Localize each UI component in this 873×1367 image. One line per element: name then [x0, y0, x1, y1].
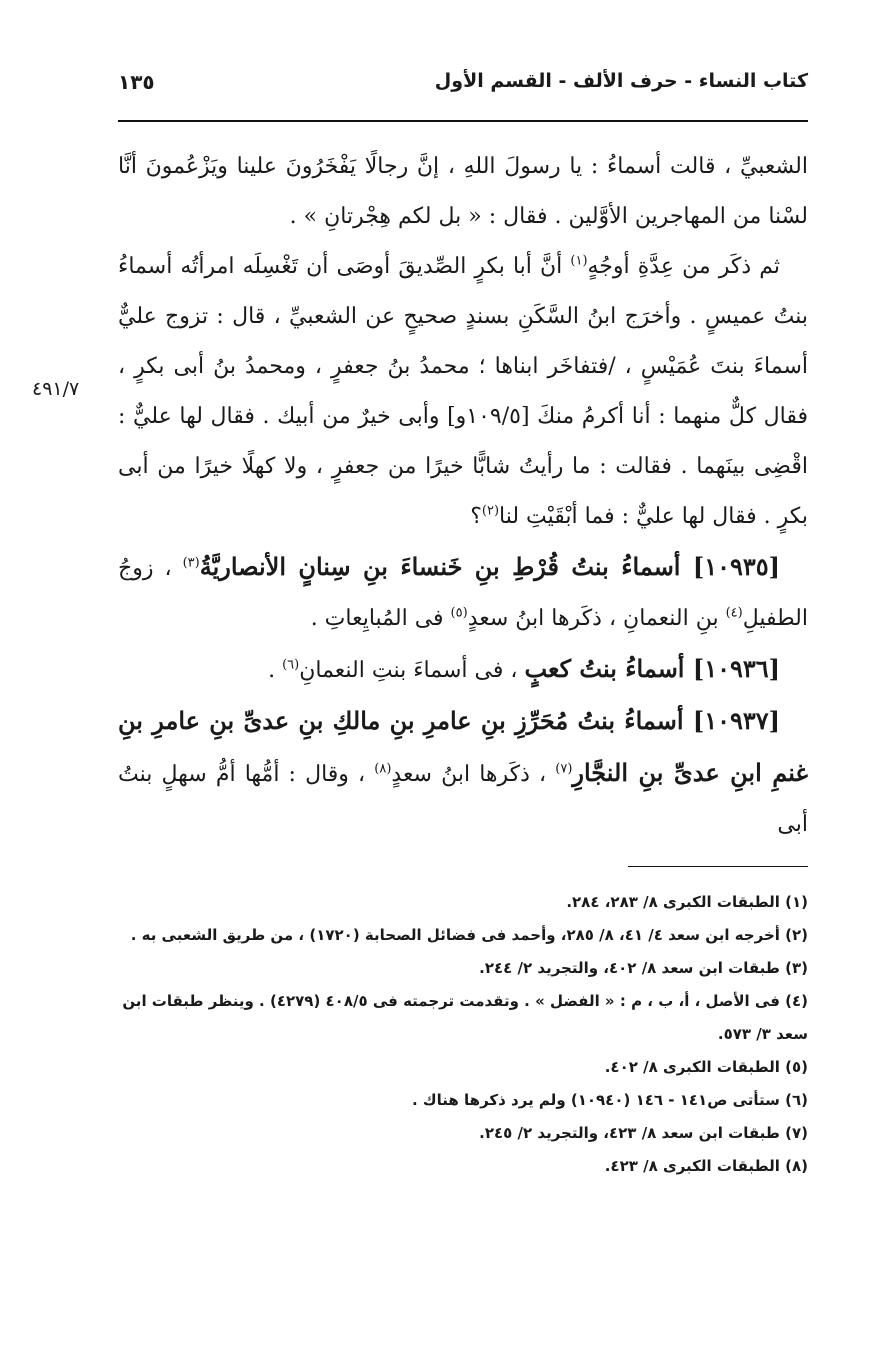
entry-text: فى المُبايِعاتِ . — [310, 606, 451, 631]
entry-text: ، زوجُ الطفيلِ — [118, 556, 808, 631]
margin-manuscript-ref: ٤٩١/٧ — [32, 378, 80, 400]
footnotes — [118, 886, 808, 1183]
biography-entry — [118, 696, 808, 850]
footnote: (٢) أخرجه ابن سعد ٤/ ٤١، ٨/ ٢٨٥، وأحمد فى فضائل الصحابة (١٧٢٠) ، من طريق الشعبى به . — [130, 926, 808, 944]
entry-text: ، فى أسماءَ بنتِ النعمانِ — [299, 658, 525, 683]
footnote: (٣) طبقات ابن سعد ٨/ ٤٠٢، والتجريد ٢/ ٢٤٤. — [479, 959, 808, 977]
entry-heading: [١٠٩٣٦] أسماءُ بنتُ كعبٍ — [524, 654, 780, 683]
header-rule — [118, 120, 808, 122]
footnote: (٨) الطبقات الكبرى ٨/ ٤٢٣. — [604, 1157, 808, 1175]
paragraph-text: أنَّ أبا بكرٍ الصِّديقَ أوصَى أن تَغْسِلَه امرأتُه أسماءُ بنتُ عميسٍ . وأخرَج ابنُ السَّكَنِ بسندٍ صحيحٍ عن الشعبيِّ ، قال : تزوج عليٌّ أسماءَ بنتَ عُمَيْسٍ ، /فتفاخَر ابناها ؛ محمدُ بنُ جعفرٍ ، ومحمدُ بنُ أبى بكرٍ ، فقال كلٌّ منهما : أنا أكرمُ منكَ [١٠٩/٥و] وأبى خيرٌ من أبيك . فقال لها عليٌّ : اقْضِى بينَهما . فقالت : ما رأيتُ شابًّا خيرًا من جعفرٍ ، ولا كهلًا خيرًا من أبى بكرٍ . فقال لها عليٌّ : فما أبْقَيْتِ لنا — [118, 254, 808, 529]
footnote-rule — [628, 866, 808, 867]
footnote: (٥) الطبقات الكبرى ٨/ ٤٠٢. — [604, 1058, 808, 1076]
main-text — [118, 142, 808, 850]
entry-text: ، وقال : أمُّها أمُّ سهلٍ بنتُ أبى — [118, 762, 808, 837]
footnote-ref[interactable]: (٦) — [282, 657, 300, 673]
paragraph-text: الشعبيِّ ، قالت أسماءُ : يا رسولَ اللهِ ، إنَّ رجالًا يَفْخَرُونَ علينا ويَزْعُمونَ أنَّا لسْنا من المهاجرين الأوَّلين . فقال : « بل لكم هِجْرتانِ » . — [118, 154, 808, 229]
footnote-ref[interactable]: (٨) — [374, 761, 392, 777]
footnote-ref[interactable]: (٤) — [725, 605, 743, 621]
footnote: (٦) ستأتى ص١٤١ - ١٤٦ (١٠٩٤٠) ولم يرد ذكرها هناك . — [411, 1091, 808, 1109]
page-number: ١٣٥ — [118, 70, 155, 94]
footnote-ref[interactable]: (٥) — [450, 605, 468, 621]
paragraph — [118, 142, 808, 242]
footnote: (٤) فى الأصل ، أ، ب ، م : « الفضل » . وتقدمت ترجمته فى ٤٠٨/٥ (٤٢٧٩) . وينظر طبقات ابن سعد ٣/ ٥٧٣. — [122, 992, 808, 1043]
footnote: (٧) طبقات ابن سعد ٨/ ٤٢٣، والتجريد ٢/ ٢٤٥. — [479, 1124, 808, 1142]
biography-entry — [118, 644, 808, 696]
paragraph-text: ثم ذكَر من عِدَّةِ أوجُهٍ — [587, 254, 780, 279]
entry-text: . — [268, 658, 283, 683]
paragraph — [118, 242, 808, 542]
entry-heading: [١٠٩٣٧] أسماءُ بنتُ مُحَرِّزِ بنِ عامرِ بنِ مالكِ بنِ عدىِّ بنِ عامرِ بنِ غنمِ ابنِ عدىِّ بنِ النجَّارِ — [118, 706, 808, 787]
page-header — [118, 70, 808, 106]
footnote-ref[interactable]: (٣) — [182, 555, 200, 571]
entry-heading: [١٠٩٣٥] أسماءُ بنتُ قُرْطِ بنِ خَنساءَ بنِ سِنانٍ الأنصاريَّةُ — [199, 552, 780, 581]
biography-entry — [118, 542, 808, 644]
footnote-ref[interactable]: (١) — [570, 253, 588, 269]
running-head-title: كتاب النساء - حرف الألف - القسم الأول — [434, 70, 808, 92]
footnote-ref[interactable]: (٧) — [555, 761, 573, 777]
footnote-ref[interactable]: (٢) — [481, 503, 500, 519]
entry-text: ، ذكَرها ابنُ سعدٍ — [391, 762, 556, 787]
entry-text: بنِ النعمانِ ، ذكَرها ابنُ سعدٍ — [467, 606, 726, 631]
footnote: (١) الطبقات الكبرى ٨/ ٢٨٣، ٢٨٤. — [566, 893, 808, 911]
paragraph-text: ؟ — [470, 504, 482, 529]
